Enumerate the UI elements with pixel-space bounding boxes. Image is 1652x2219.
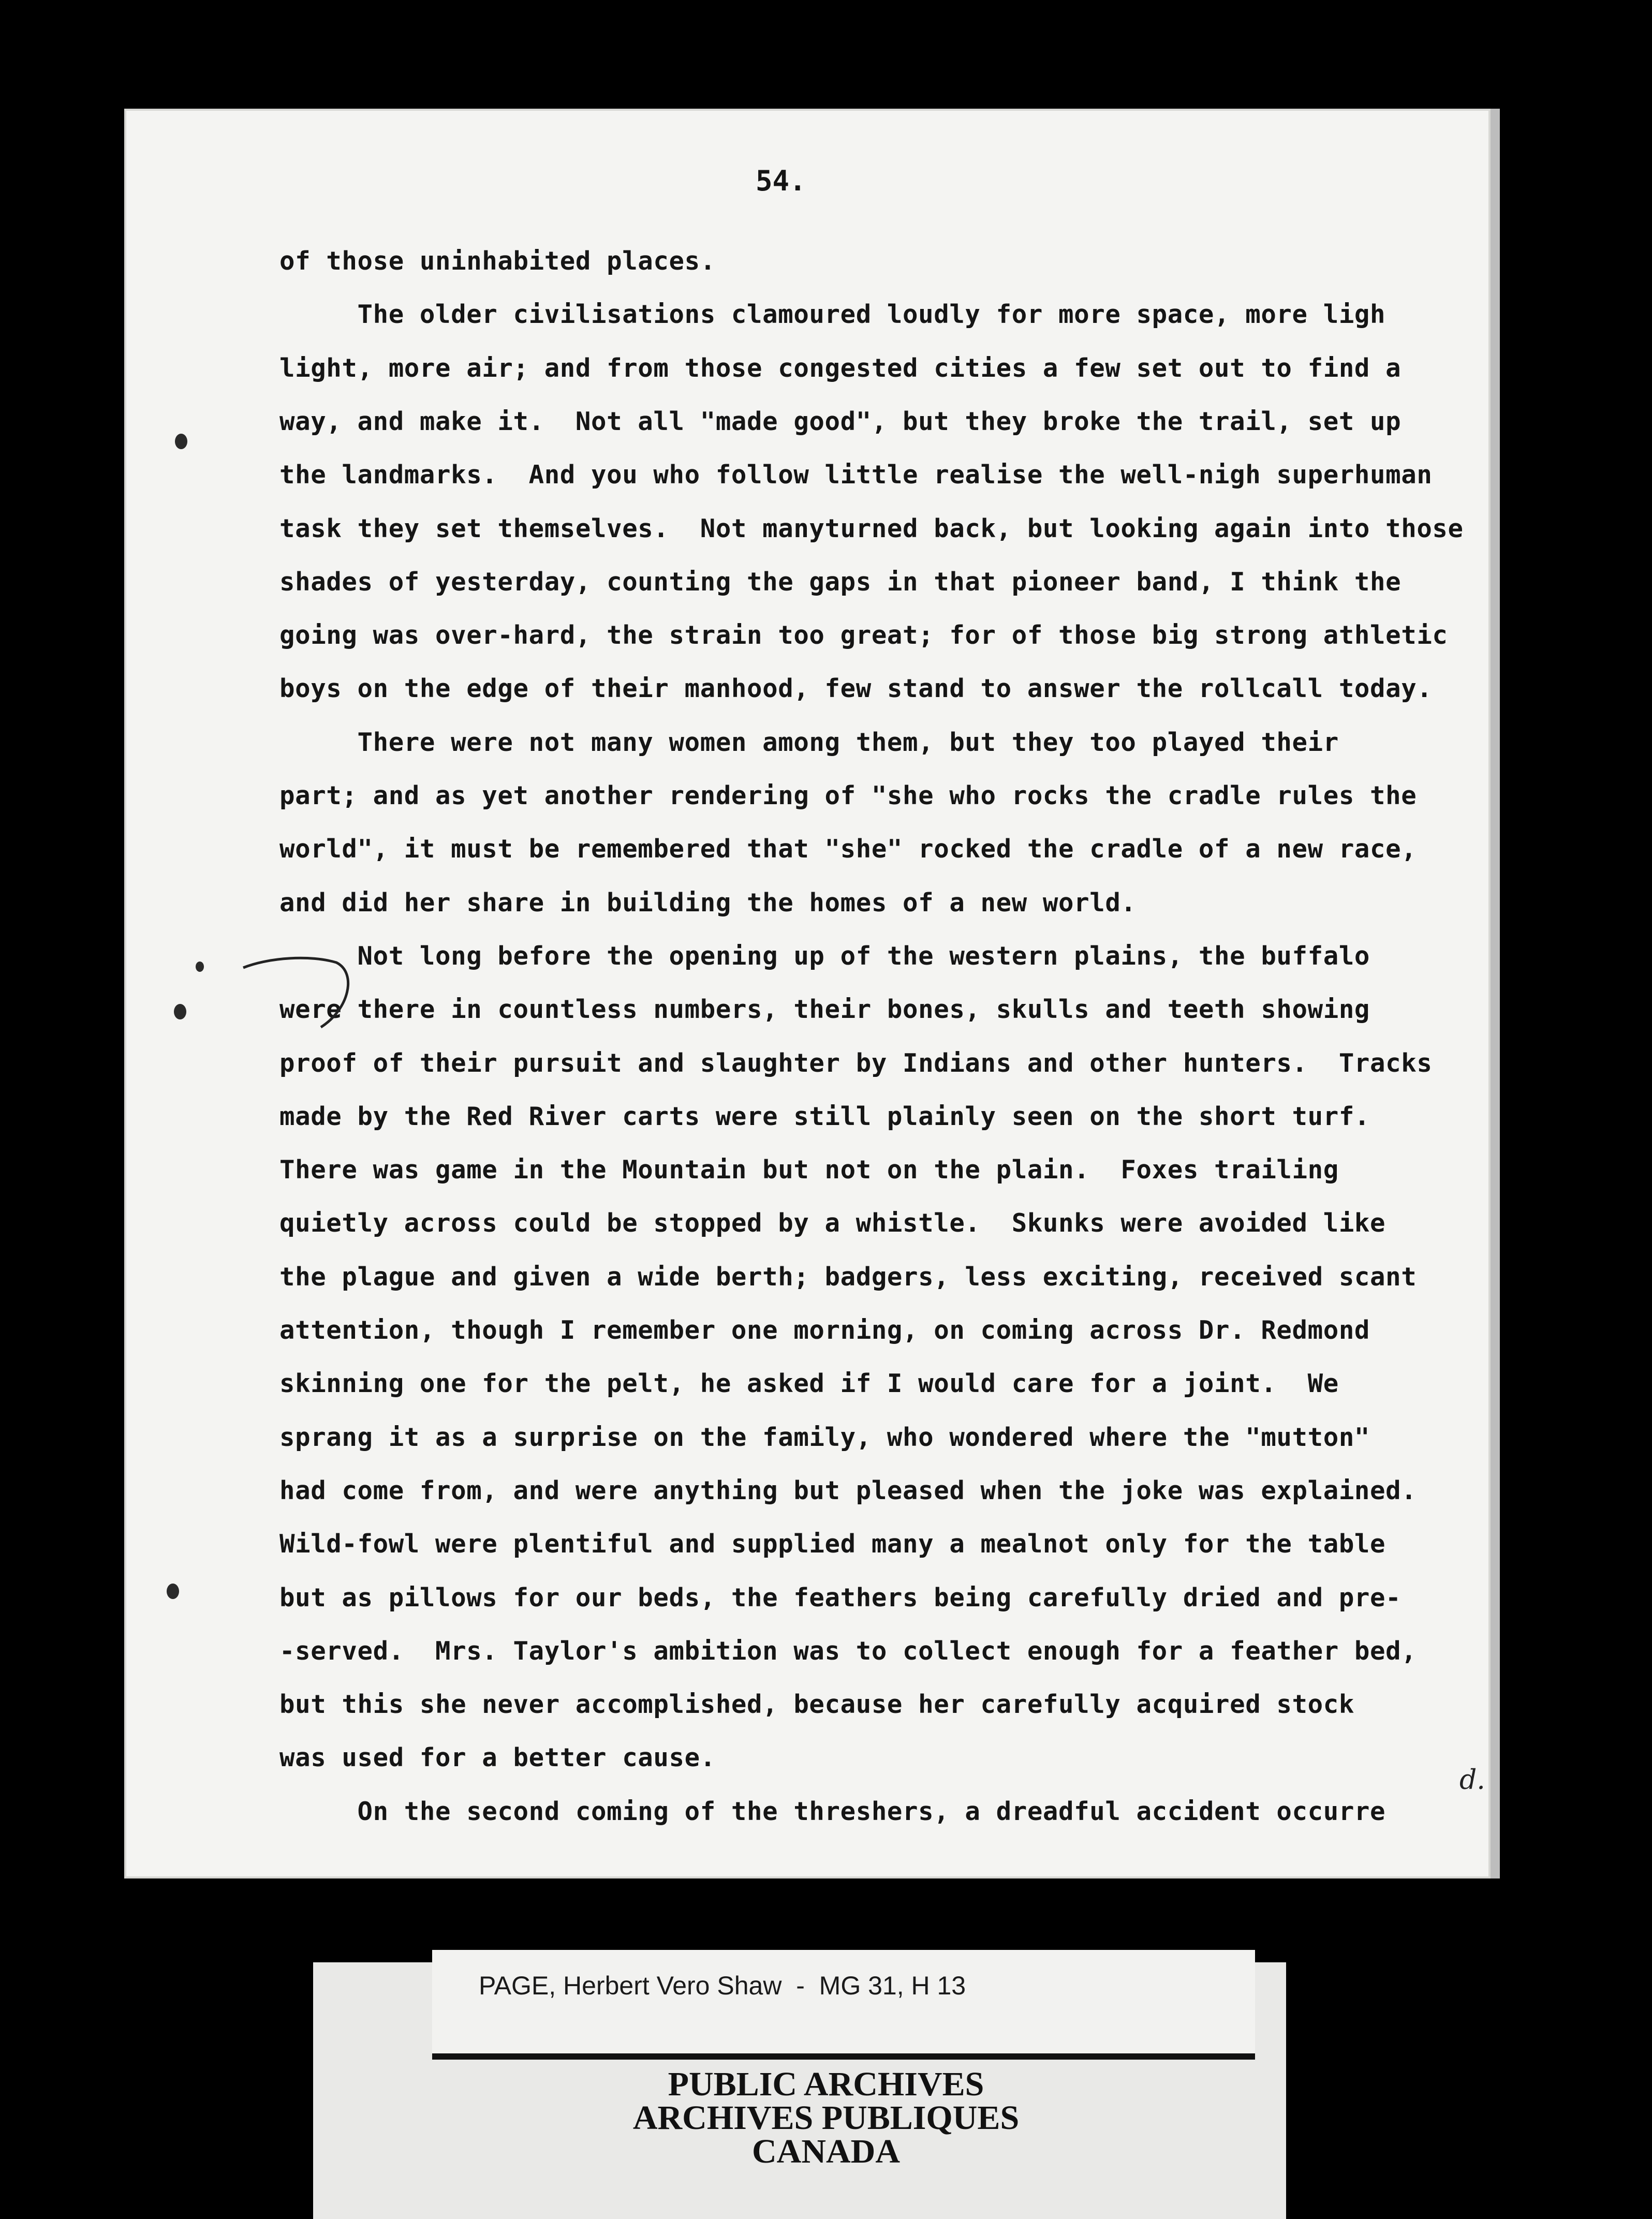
text-line: task they set themselves. Not manyturned back, but looking again into those <box>279 514 1464 543</box>
text-line: made by the Red River carts were still plainly seen on the short turf. <box>279 1102 1370 1131</box>
text-line: shades of yesterday, counting the gaps in that pioneer band, I think the <box>279 567 1402 597</box>
text-line: -served. Mrs. Taylor's ambition was to collect enough for a feather bed, <box>279 1636 1417 1666</box>
text-line: was used for a better cause. <box>279 1743 716 1772</box>
reference-slip <box>432 1950 1255 2060</box>
page-number: 54. <box>756 165 806 197</box>
text-line: There was game in the Mountain but not on the plain. Foxes trailing <box>279 1155 1339 1185</box>
stamp-line-1: PUBLIC ARCHIVES <box>668 2065 984 2103</box>
text-line: way, and make it. Not all "made good", but they broke the trail, set up <box>279 407 1402 436</box>
text-line: going was over-hard, the strain too great; for of those big strong athletic <box>279 620 1448 650</box>
text-line: boys on the edge of their manhood, few stand to answer the rollcall today. <box>279 674 1433 703</box>
text-line: proof of their pursuit and slaughter by Indians and other hunters. Tracks <box>279 1048 1433 1078</box>
text-line: were there in countless numbers, their bones, skulls and teeth showing <box>279 995 1370 1024</box>
text-line: skinning one for the pelt, he asked if I would care for a joint. We <box>279 1369 1339 1398</box>
punch-hole-mark <box>196 961 204 972</box>
punch-hole-mark <box>175 434 187 449</box>
text-line: Not long before the opening up of the western plains, the buffalo <box>279 941 1370 971</box>
text-line: of those uninhabited places. <box>279 246 716 276</box>
margin-bracket-mark <box>238 947 357 1035</box>
punch-hole-mark <box>174 1004 186 1019</box>
text-line: had come from, and were anything but pleased when the joke was explained. <box>279 1476 1417 1505</box>
text-line: the landmarks. And you who follow little realise the well-nigh superhuman <box>279 460 1433 490</box>
text-line: but as pillows for our beds, the feathers being carefully dried and pre- <box>279 1583 1402 1613</box>
text-line: the plague and given a wide berth; badgers, less exciting, received scant <box>279 1262 1417 1292</box>
reference-text: PAGE, Herbert Vero Shaw - MG 31, H 13 <box>479 1971 966 2000</box>
text-line: The older civilisations clamoured loudly for more space, more ligh <box>279 300 1386 329</box>
stamp-line-2: ARCHIVES PUBLIQUES <box>632 2099 1020 2137</box>
text-line: There were not many women among them, but they too played their <box>279 728 1339 757</box>
text-line: quietly across could be stopped by a whistle. Skunks were avoided like <box>279 1208 1386 1238</box>
text-line: but this she never accomplished, because her carefully acquired stock <box>279 1690 1354 1719</box>
text-line: part; and as yet another rendering of "she who rocks the cradle rules the <box>279 781 1417 810</box>
page-edge <box>1491 109 1500 1878</box>
text-line: world", it must be remembered that "she" rocked the cradle of a new race, <box>279 834 1417 864</box>
stamp-line-3: CANADA <box>752 2133 900 2170</box>
text-line: light, more air; and from those congested cities a few set out to find a <box>279 353 1402 383</box>
margin-note: d. <box>1459 1765 1485 1796</box>
text-line: On the second coming of the threshers, a dreadful accident occurre <box>279 1797 1386 1826</box>
text-line: Wild-fowl were plentiful and supplied many a mealnot only for the table <box>279 1529 1386 1559</box>
text-line: and did her share in building the homes of a new world. <box>279 888 1137 918</box>
text-line: attention, though I remember one morning, on coming across Dr. Redmond <box>279 1315 1370 1345</box>
punch-hole-mark <box>167 1584 179 1599</box>
text-line: sprang it as a surprise on the family, who wondered where the "mutton" <box>279 1423 1370 1452</box>
